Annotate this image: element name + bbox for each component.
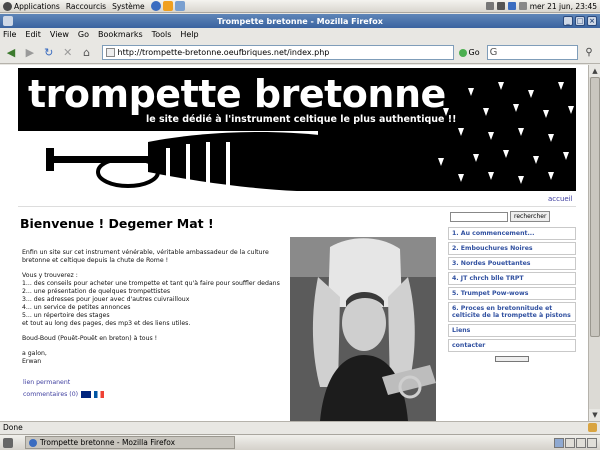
bottom-panel [0, 434, 600, 450]
go-arrow-icon [459, 49, 467, 57]
list-title: Vous y trouverez : [22, 272, 78, 279]
sidebar-item-jt[interactable]: 4. JT chrch blle TRPT [448, 272, 576, 285]
intro-paragraph: Enfin un site sur cet instrument vénérable, véritable ambassadeur de la culture bretonne et celtique depuis la chute de Rome ! [22, 249, 269, 264]
comments-link[interactable]: commentaires (0) [23, 391, 79, 398]
scroll-thumb[interactable] [590, 77, 600, 337]
menu-tools[interactable]: Tools [151, 30, 172, 39]
sidebar-search-input[interactable] [450, 212, 508, 222]
scroll-down-icon[interactable]: ▼ [589, 409, 600, 421]
show-desktop-icon[interactable] [3, 438, 13, 448]
taskbar-window-title: Trompette bretonne - Mozilla Firefox [40, 438, 176, 447]
sidebar [448, 208, 576, 362]
scroll-up-icon[interactable]: ▲ [589, 65, 600, 77]
url-field[interactable] [102, 45, 454, 60]
sidebar-search [448, 208, 576, 225]
site-banner [18, 68, 576, 191]
permalink-link[interactable]: lien permanent [23, 379, 71, 386]
bluetooth-icon[interactable] [508, 2, 516, 10]
sidebar-item-powwows[interactable]: 5. Trumpet Pow-wows [448, 287, 576, 300]
status-bar [0, 421, 600, 433]
top-panel [0, 0, 600, 13]
rechercher-button[interactable]: rechercher [510, 211, 550, 222]
window-menu-icon[interactable] [3, 16, 13, 26]
go-label: Go [468, 48, 480, 57]
menu-help[interactable]: Help [180, 30, 199, 39]
sidebar-item-proces[interactable]: 6. Proces en bretonnitude et celticite de la trompette à pistons [448, 302, 576, 322]
systeme-menu[interactable] [112, 2, 145, 11]
maximize-button[interactable]: □ [576, 17, 584, 25]
signature-line-2: Erwan [22, 358, 42, 365]
applications-menu-label: Applications [14, 1, 60, 11]
portrait-photo [290, 237, 436, 421]
banner-title: trompette bretonne [28, 72, 446, 116]
list-item-6: et tout au long des pages, des mp3 et des liens utiles. [22, 320, 191, 327]
navigation-toolbar [0, 42, 600, 64]
divider [18, 206, 576, 207]
systeme-menu-label: Système [112, 1, 145, 11]
french-flag-icon[interactable] [94, 391, 104, 398]
firefox-launcher-icon[interactable] [151, 1, 161, 11]
vertical-scrollbar[interactable] [588, 65, 600, 421]
list-item-5: 5... un répertoire des stages [22, 312, 110, 319]
list-item-4: 4... un service de petites annonces [22, 304, 131, 311]
signature-line-1: a galon, [22, 350, 47, 357]
comments-row [23, 391, 104, 398]
banner-subtitle: le site dédié à l'instrument celtique le plus authentique !! [146, 114, 457, 125]
menu-file[interactable]: File [3, 30, 17, 39]
raccourcis-menu[interactable] [66, 2, 106, 11]
network-icon[interactable] [486, 2, 494, 10]
list-item-3: 3... des adresses pour jouer avec d'autres cuivrailloux [22, 296, 190, 303]
firefox-task-icon [29, 439, 37, 447]
clock[interactable]: mer 21 jun, 23:45 [529, 1, 597, 11]
search-engine-icon[interactable]: G [489, 47, 498, 58]
site-favicon-icon [106, 48, 115, 57]
go-button[interactable] [459, 48, 480, 57]
menu-edit[interactable]: Edit [25, 30, 41, 39]
sidebar-item-liens[interactable]: Liens [448, 324, 576, 337]
workspace-2[interactable] [565, 438, 575, 448]
workspace-4[interactable] [587, 438, 597, 448]
menubar [0, 28, 600, 41]
security-lock-icon[interactable] [588, 423, 597, 432]
search-field[interactable] [487, 45, 578, 60]
list-item-2: 2... une présentation de quelques trompettistes [22, 288, 171, 295]
menu-bookmarks[interactable]: Bookmarks [97, 30, 143, 39]
sidebar-item-nordes[interactable]: 3. Nordes Pouettantes [448, 257, 576, 270]
email-launcher-icon[interactable] [163, 1, 173, 11]
close-button[interactable]: × [587, 16, 597, 26]
stop-icon[interactable]: ✕ [63, 46, 73, 59]
help-launcher-icon[interactable] [175, 1, 185, 11]
applications-menu[interactable] [3, 2, 60, 11]
home-icon[interactable]: ⌂ [83, 46, 91, 59]
reload-icon[interactable]: ↻ [44, 46, 54, 59]
status-text: Done [3, 423, 23, 432]
greeting: Boud-Boud (Pouêt-Pouêt en breton) à tous ! [22, 335, 158, 342]
page-viewport [0, 65, 588, 421]
portrait-image [290, 237, 436, 421]
workspace-3[interactable] [576, 438, 586, 448]
window-title: Trompette bretonne - Mozilla Firefox [217, 16, 383, 26]
volume-icon[interactable] [497, 2, 505, 10]
taskbar-window-button[interactable] [25, 436, 235, 449]
workspace-switcher [554, 438, 597, 448]
back-arrow-icon[interactable]: ◀ [6, 46, 16, 59]
forward-arrow-icon[interactable]: ▶ [25, 46, 35, 59]
search-magnifier-icon[interactable]: ⚲ [585, 47, 593, 58]
accueil-link[interactable]: accueil [548, 195, 573, 203]
window-controls [563, 16, 597, 26]
keyboard-icon[interactable] [519, 2, 527, 10]
sidebar-item-contacter[interactable]: contacter [448, 339, 576, 352]
raccourcis-menu-label: Raccourcis [65, 1, 107, 11]
gnome-foot-icon [3, 2, 12, 11]
menu-go[interactable]: Go [77, 30, 89, 39]
menu-view[interactable]: View [49, 30, 69, 39]
url-text: http://trompette-bretonne.oeufbriques.net/index.php [117, 48, 330, 57]
window-titlebar[interactable] [0, 14, 600, 28]
workspace-1[interactable] [554, 438, 564, 448]
list-item-1: 1... des conseils pour acheter une trompette et tant qu'à faire pour souffler dedans [22, 280, 280, 287]
small-badge-button[interactable] [495, 356, 529, 362]
intro-text [22, 249, 287, 366]
sidebar-item-embouchures[interactable]: 2. Embouchures Noires [448, 242, 576, 255]
minimize-button[interactable]: _ [563, 16, 573, 26]
uk-flag-icon[interactable] [81, 391, 91, 398]
system-tray [486, 2, 597, 11]
page-heading: Bienvenue ! Degemer Mat ! [20, 216, 214, 231]
sidebar-item-commencement[interactable]: 1. Au commencement... [448, 227, 576, 240]
